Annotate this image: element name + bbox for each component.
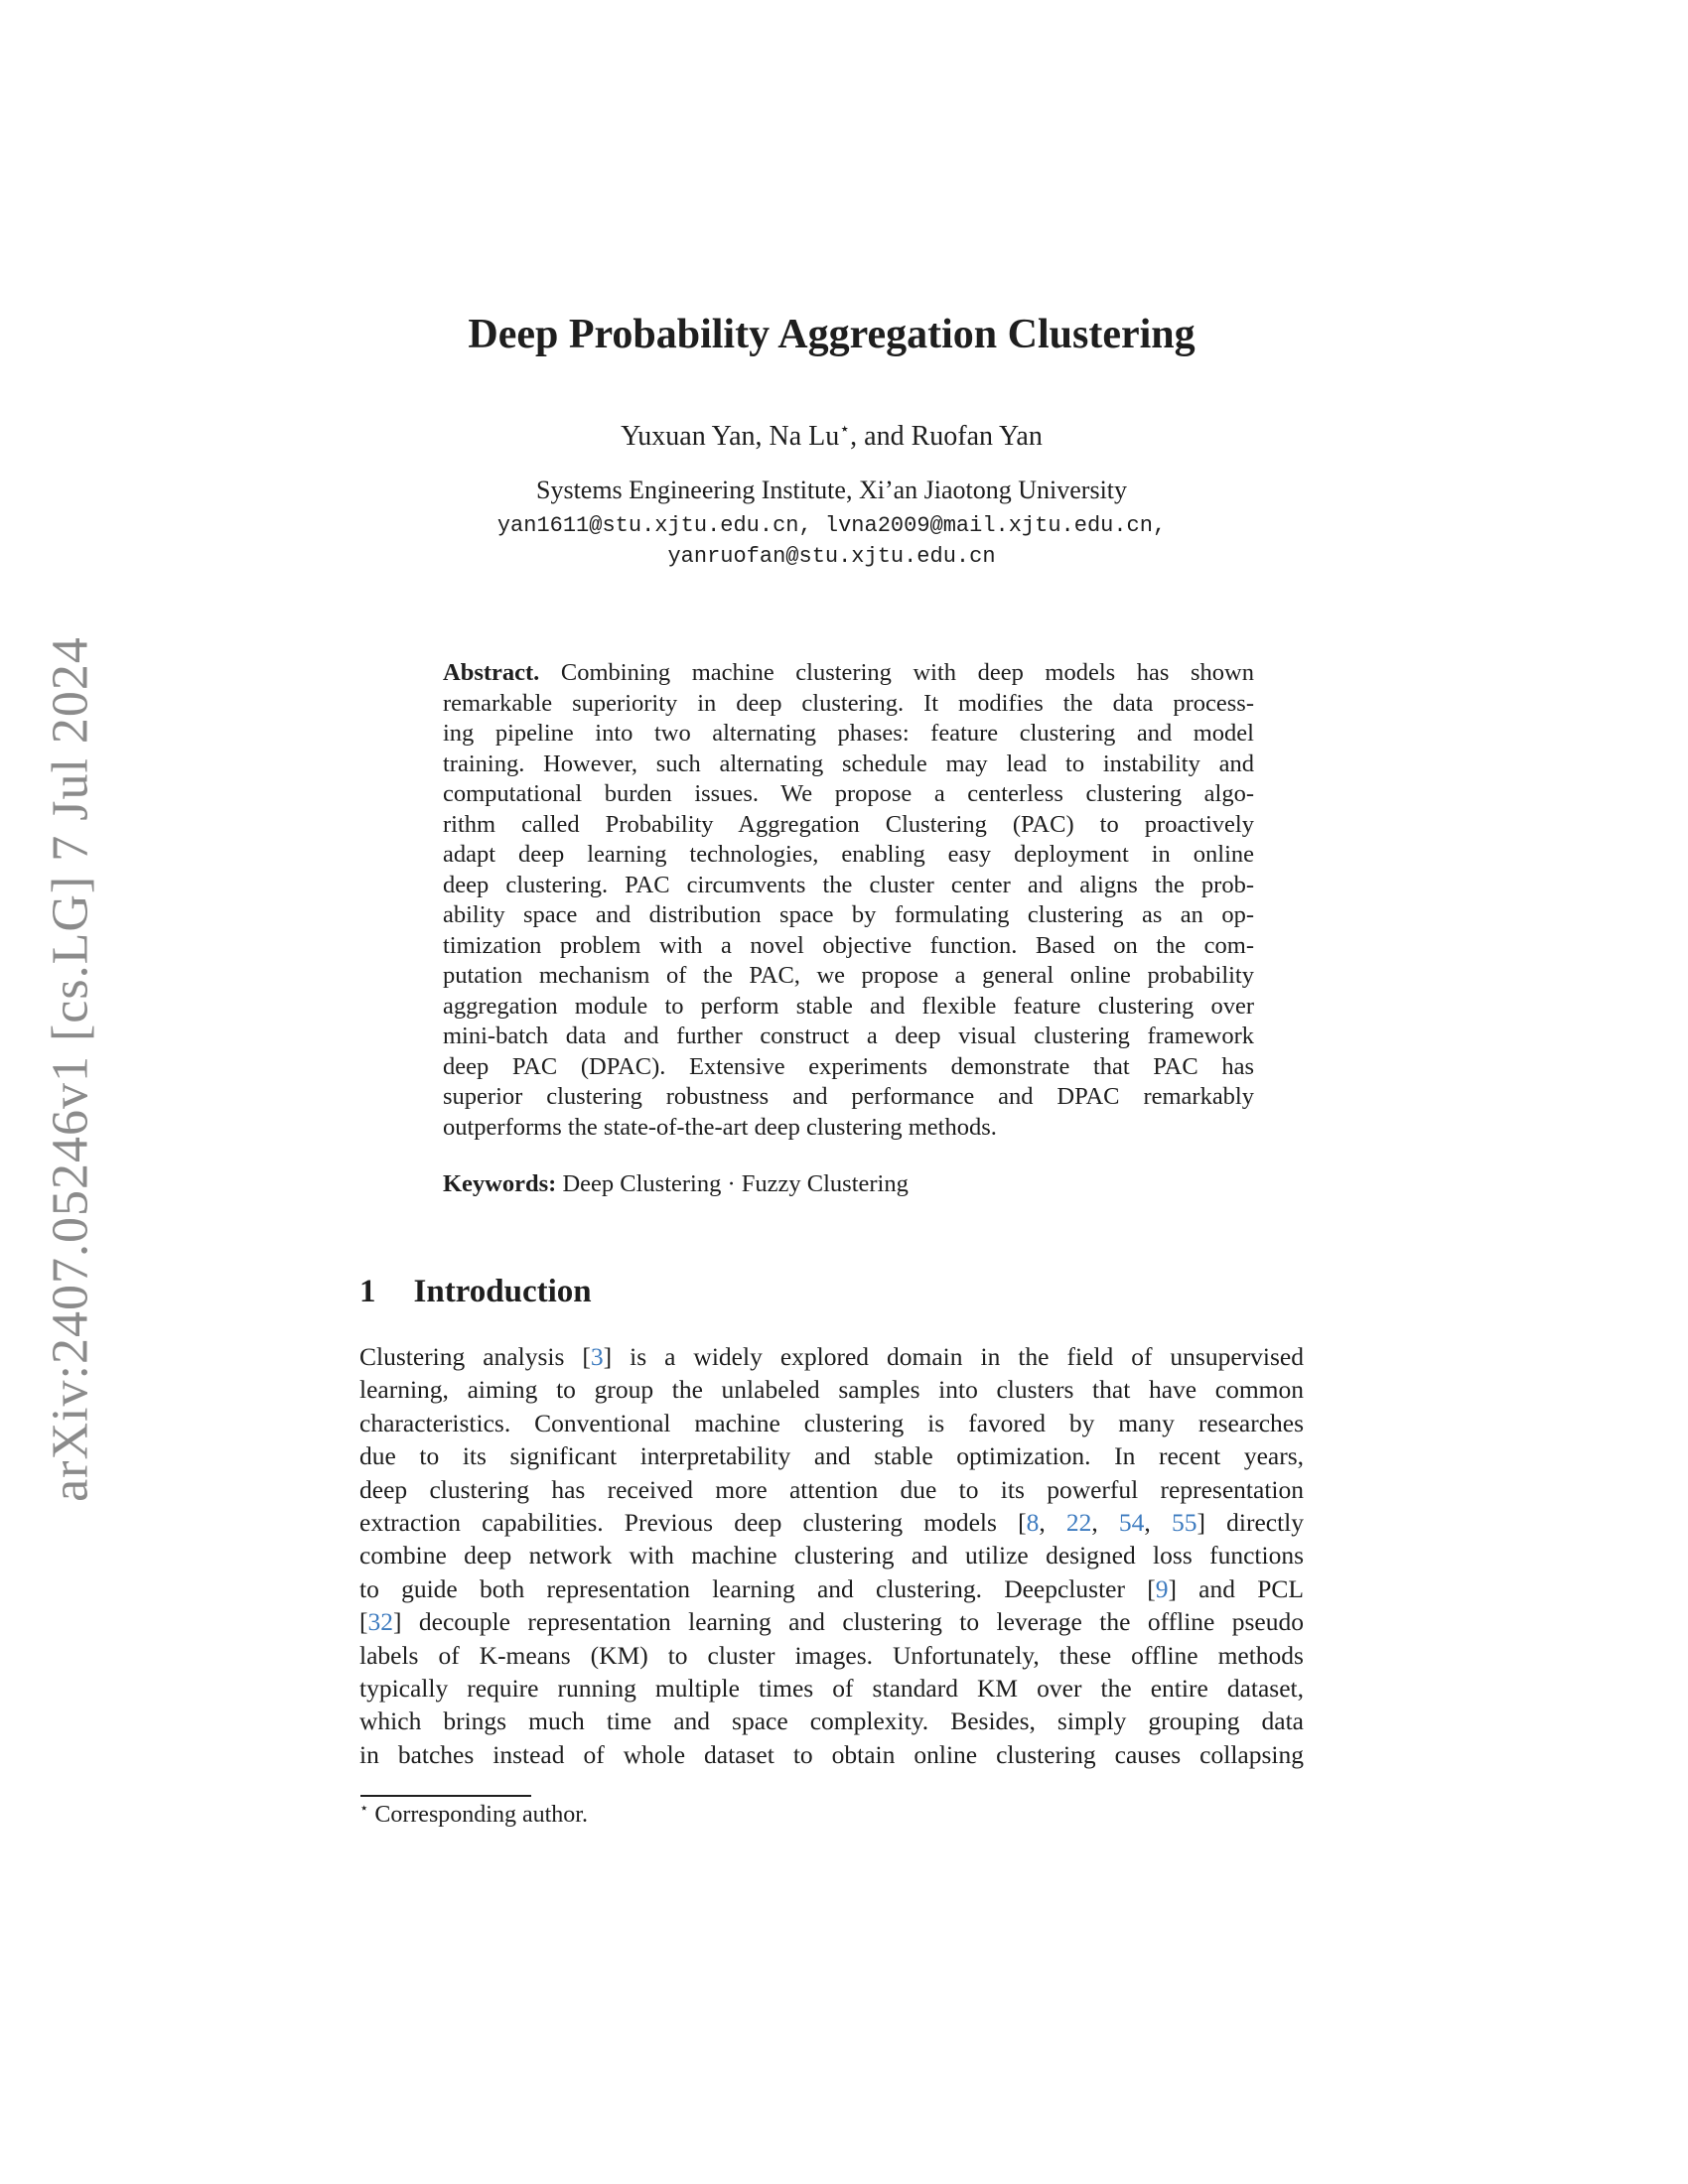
footnote-rule xyxy=(360,1795,531,1797)
text-segment: Corresponding author. xyxy=(368,1802,588,1828)
section-number: 1 xyxy=(359,1274,376,1309)
text-line: typically require running multiple times of standard KM over the entire dataset, xyxy=(359,1674,1304,1704)
text-line: outperforms the state-of-the-art deep clustering methods. xyxy=(443,1113,997,1141)
text-segment: [ xyxy=(359,1607,368,1637)
text-line: timization problem with a novel objective function. Based on the com- xyxy=(443,931,1254,959)
author-line xyxy=(359,421,1304,453)
superscript-star: ⋆ xyxy=(839,419,851,439)
text-line xyxy=(359,1340,1304,1373)
section-heading xyxy=(359,1274,1304,1310)
text-line: superior clustering robustness and performance and DPAC remarkably xyxy=(443,1083,1254,1110)
text-line xyxy=(359,1605,1304,1638)
text-line: in batches instead of whole dataset to obtain online clustering causes collapsing xyxy=(359,1739,1304,1769)
text-line: adapt deep learning technologies, enabling easy deployment in online xyxy=(443,841,1254,868)
text-segment: , xyxy=(1039,1508,1066,1538)
text-segment: ] directly xyxy=(1196,1508,1304,1538)
text-line: deep clustering has received more attention due to its powerful representation xyxy=(359,1474,1304,1504)
superscript-star: ⋆ xyxy=(359,1801,369,1817)
citation-link[interactable]: 55 xyxy=(1171,1508,1197,1538)
text-segment: ] decouple representation learning and clustering to leverage the offline pseudo xyxy=(393,1607,1304,1637)
section-title: Introduction xyxy=(413,1274,592,1309)
text-line: aggregation module to perform stable and flexible feature clustering over xyxy=(443,992,1254,1020)
arxiv-watermark: arXiv:2407.05246v1 [cs.LG] 7 Jul 2024 xyxy=(42,636,99,1502)
text-line: ability space and distribution space by formulating clustering as an op- xyxy=(443,901,1254,928)
text-line: ing pipeline into two alternating phases: feature clustering and model xyxy=(443,720,1254,747)
text-line: characteristics. Conventional machine clustering is favored by many researches xyxy=(359,1408,1304,1437)
text-line: yan1611@stu.xjtu.edu.cn, lvna2009@mail.xjtu.edu.cn, xyxy=(496,513,1167,538)
footnote xyxy=(359,1802,1304,1829)
abstract-section xyxy=(443,658,1254,1143)
text-segment: Keywords: xyxy=(443,1170,557,1197)
text-segment: ] and PCL xyxy=(1168,1573,1304,1603)
text-segment: , and Ruofan Yan xyxy=(850,421,1043,452)
text-segment: Abstract. xyxy=(443,659,540,686)
text-line: due to its significant interpretability and stable optimization. In recent years, xyxy=(359,1441,1304,1471)
citation-link[interactable]: 8 xyxy=(1026,1508,1040,1538)
citation-link[interactable]: 22 xyxy=(1065,1508,1092,1538)
text-segment: to guide both representation learning and clustering. Deepcluster [ xyxy=(359,1573,1156,1603)
text-line: which brings much time and space complexity. Besides, simply grouping data xyxy=(359,1706,1304,1736)
text-line: putation mechanism of the PAC, we propose a general online probability xyxy=(443,962,1254,989)
text-line: mini-batch data and further construct a deep visual clustering framework xyxy=(443,1023,1254,1049)
email-lines xyxy=(359,510,1304,572)
text-line: yanruofan@stu.xjtu.edu.cn xyxy=(667,544,996,569)
text-line: labels of K-means (KM) to cluster images. Unfortunately, these offline methods xyxy=(359,1640,1304,1670)
text-segment: ] is a widely explored domain in the field of unsupervised xyxy=(603,1342,1304,1371)
text-line xyxy=(359,1572,1304,1605)
text-line xyxy=(443,658,1254,689)
citation-link[interactable]: 9 xyxy=(1155,1573,1169,1603)
text-segment: Deep Clustering · Fuzzy Clustering xyxy=(556,1170,909,1197)
text-line: computational burden issues. We propose a centerless clustering algo- xyxy=(443,780,1254,807)
citation-link[interactable]: 32 xyxy=(367,1607,393,1637)
text-segment: extraction capabilities. Previous deep clustering models [ xyxy=(359,1508,1027,1538)
text-segment: , xyxy=(1144,1508,1172,1538)
text-line: combine deep network with machine clustering and utilize designed loss functions xyxy=(359,1541,1304,1570)
text-line: deep clustering. PAC circumvents the cluster center and aligns the prob- xyxy=(443,871,1254,898)
citation-link[interactable]: 54 xyxy=(1118,1508,1145,1538)
text-line: rithm called Probability Aggregation Clustering (PAC) to proactively xyxy=(443,810,1254,838)
affiliation-line: Systems Engineering Institute, Xi’an Jiaotong University xyxy=(535,476,1128,504)
keywords-line xyxy=(443,1170,1254,1198)
text-segment: Yuxuan Yan, Na Lu xyxy=(621,421,840,452)
text-line: remarkable superiority in deep clustering. It modifies the data process- xyxy=(443,689,1254,717)
text-segment: Clustering analysis [ xyxy=(359,1342,591,1371)
citation-link[interactable]: 3 xyxy=(590,1342,604,1371)
text-line: deep PAC (DPAC). Extensive experiments demonstrate that PAC has xyxy=(443,1052,1254,1080)
text-line: training. However, such alternating schedule may lead to instability and xyxy=(443,750,1254,777)
text-line: learning, aiming to group the unlabeled samples into clusters that have common xyxy=(359,1375,1304,1405)
text-segment: Combining machine clustering with deep models has shown xyxy=(539,659,1254,686)
introduction-text xyxy=(359,1340,1304,1771)
text-line xyxy=(359,1506,1304,1539)
paper-title: Deep Probability Aggregation Clustering xyxy=(468,312,1196,357)
text-segment: , xyxy=(1091,1508,1119,1538)
